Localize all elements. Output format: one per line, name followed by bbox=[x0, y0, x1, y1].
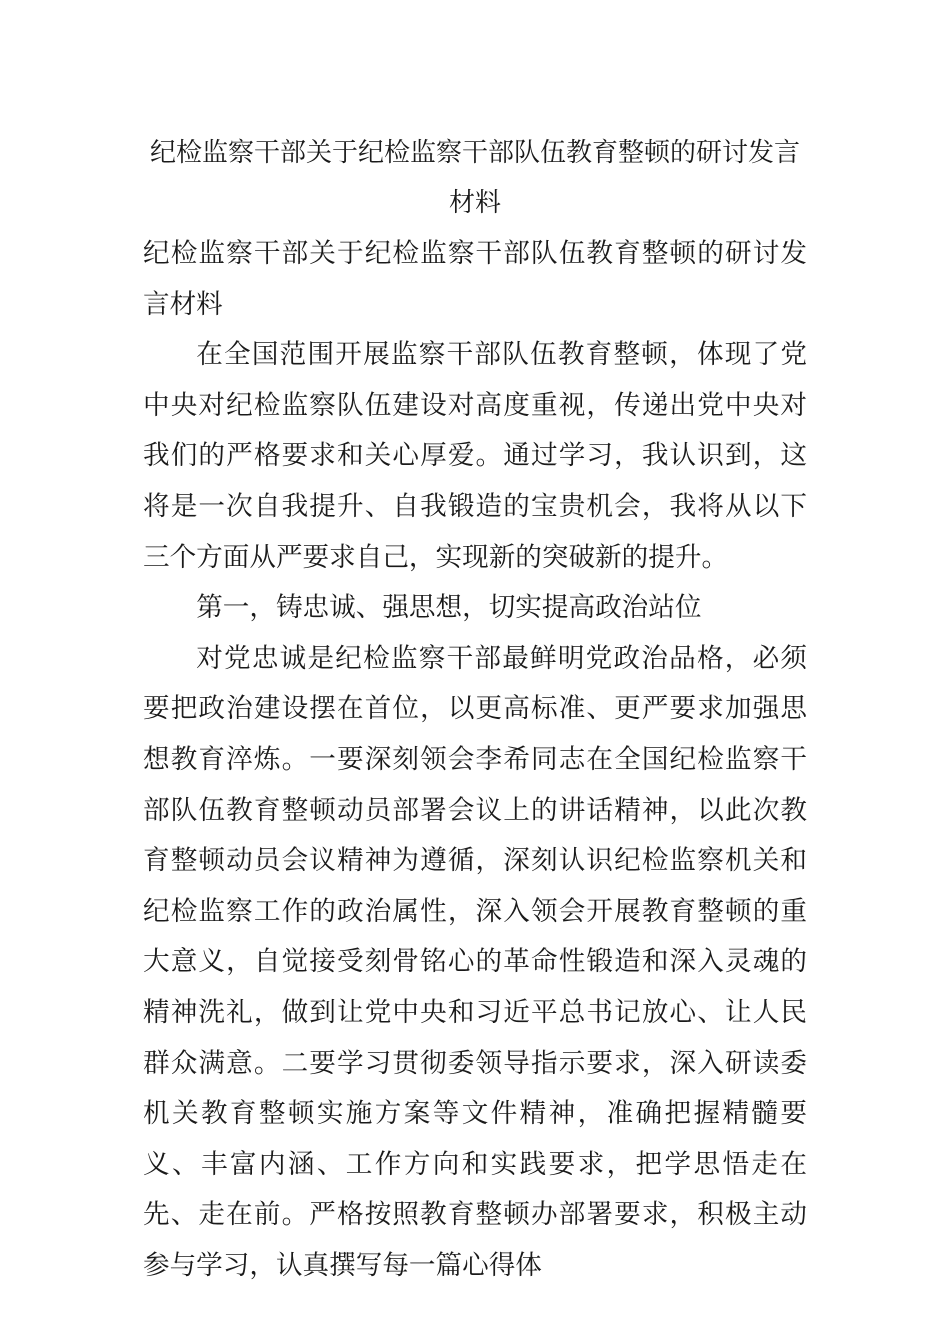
document-title: 纪检监察干部关于纪检监察干部队伍教育整顿的研讨发言材料 bbox=[149, 138, 800, 218]
intro-paragraph: 在全国范围开展监察干部队伍教育整顿，体现了党中央对纪检监察队伍建设对高度重视，传递出党中央对我们的严格要求和关心厚爱。通过学习，我认识到，这将是一次自我提升、自我锻造的宝贵机会，我将从以下三个方面从严要求自己，实现新的突破新的提升。 bbox=[143, 339, 807, 573]
repeated-title-paragraph: 纪检监察干部关于纪检监察干部队伍教育整顿的研讨发言材料 bbox=[143, 238, 807, 320]
section-paragraph: 对党忠诚是纪检监察干部最鲜明党政治品格，必须要把政治建设摆在首位，以更高标准、更严要求加强思想教育淬炼。一要深刻领会李希同志在全国纪检监察干部队伍教育整顿动员部署会议上的讲话精神，以此次教育整顿动员会议精神为遵循，深刻认识纪检监察机关和纪检监察工作的政治属性，深入领会开展教育整顿的重大意义，自觉接受刻骨铭心的革命性锻造和深入灵魂的精神洗礼，做到让党中央和习近平总书记放心、让人民群众满意。二要学习贯彻委领导指示要求，深入研读委机关教育整顿实施方案等文件精神，准确把握精髓要义、丰富内涵、工作方向和实践要求，把学思悟走在先、走在前。严格按照教育整顿办部署要求，积极主动参与学习，认真撰写每一篇心得体 bbox=[143, 642, 807, 1281]
section-heading: 第一，铸忠诚、强思想，切实提高政治站位 bbox=[196, 592, 702, 624]
document-body bbox=[143, 229, 807, 1291]
